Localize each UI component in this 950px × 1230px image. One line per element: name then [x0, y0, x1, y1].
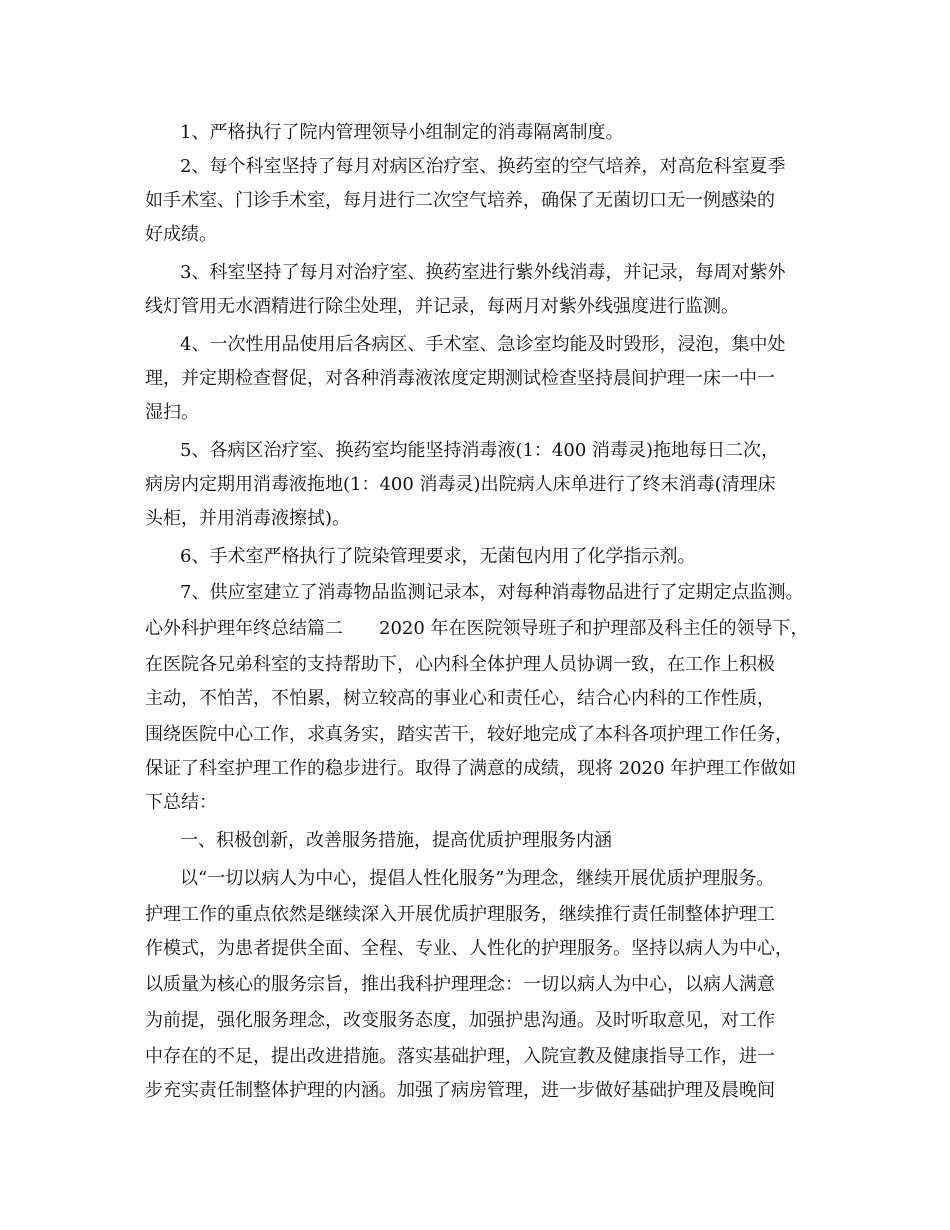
subheading-line: 一、积极创新，改善服务措施，提高优质护理服务内涵 — [180, 830, 612, 851]
text-line: 理，并定期检查督促，对各种消毒液浓度定期测试检查坚持晨间护理一床一中一 — [145, 368, 775, 389]
text-line: 头柜，并用消毒液擦拭)。 — [145, 508, 351, 529]
text-line: 护理工作的重点依然是继续深入开展优质护理服务，继续推行责任制整体护理工 — [145, 904, 775, 925]
text-line: 线灯管用无水酒精进行除尘处理，并记录，每两月对紫外线强度进行监测。 — [145, 296, 739, 317]
text-line: 步充实责任制整体护理的内涵。加强了病房管理，进一步做好基础护理及晨晚间 — [145, 1080, 775, 1101]
text-line: 中存在的不足，提出改进措施。落实基础护理，入院宣教及健康指导工作，进一 — [145, 1046, 775, 1067]
text-line: 4、一次性用品使用后各病区、手术室、急诊室均能及时毁形，浸泡，集中处 — [180, 334, 786, 355]
text-line: 1、严格执行了院内管理领导小组制定的消毒隔离制度。 — [180, 122, 624, 143]
text-line: 在医院各兄弟科室的支持帮助下，心内科全体护理人员协调一致，在工作上积极 — [145, 654, 775, 675]
text-line: 如手术室、门诊手术室，每月进行二次空气培养，确保了无菌切口无一例感染的 — [145, 190, 775, 211]
section-heading-line: 心外科护理年终总结篇二 2020 年在医院领导班子和护理部及科主任的领导下， — [145, 618, 809, 639]
text-line: 围绕医院中心工作，求真务实，踏实苦干，较好地完成了本科各项护理工作任务， — [145, 724, 793, 745]
text-line: 以“一切以病人为中心，提倡人性化服务”为理念，继续开展优质护理服务。 — [180, 868, 775, 889]
text-line: 3、科室坚持了每月对治疗室、换药室进行紫外线消毒，并记录，每周对紫外 — [180, 262, 786, 283]
text-line: 2、每个科室坚持了每月对病区治疗室、换药室的空气培养，对高危科室夏季 — [180, 156, 786, 177]
text-line: 好成绩。 — [145, 224, 217, 245]
text-line: 湿扫。 — [145, 402, 199, 423]
text-line: 主动，不怕苦，不怕累，树立较高的事业心和责任心，结合心内科的工作性质， — [145, 688, 775, 709]
text-line: 5、各病区治疗室、换药室均能坚持消毒液(1：400 消毒灵)拖地每日二次， — [180, 440, 780, 461]
text-line: 6、手术室严格执行了院染管理要求，无菌包内用了化学指示剂。 — [180, 546, 696, 567]
text-line: 保证了科室护理工作的稳步进行。取得了满意的成绩，现将 2020 年护理工作做如 — [145, 758, 797, 779]
text-line: 作模式，为患者提供全面、全程、专业、人性化的护理服务。坚持以病人为中心， — [145, 938, 793, 959]
text-line: 为前提，强化服务理念，改变服务态度，加强护患沟通。及时听取意见，对工作 — [145, 1010, 775, 1031]
text-line: 下总结： — [145, 792, 217, 813]
text-line: 病房内定期用消毒液拖地(1：400 消毒灵)出院病人床单进行了终末消毒(清理床 — [145, 474, 776, 495]
text-line: 7、供应室建立了消毒物品监测记录本，对每种消毒物品进行了定期定点监测。 — [180, 582, 804, 603]
text-line: 以质量为核心的服务宗旨，推出我科护理理念：一切以病人为中心，以病人满意 — [145, 974, 775, 995]
